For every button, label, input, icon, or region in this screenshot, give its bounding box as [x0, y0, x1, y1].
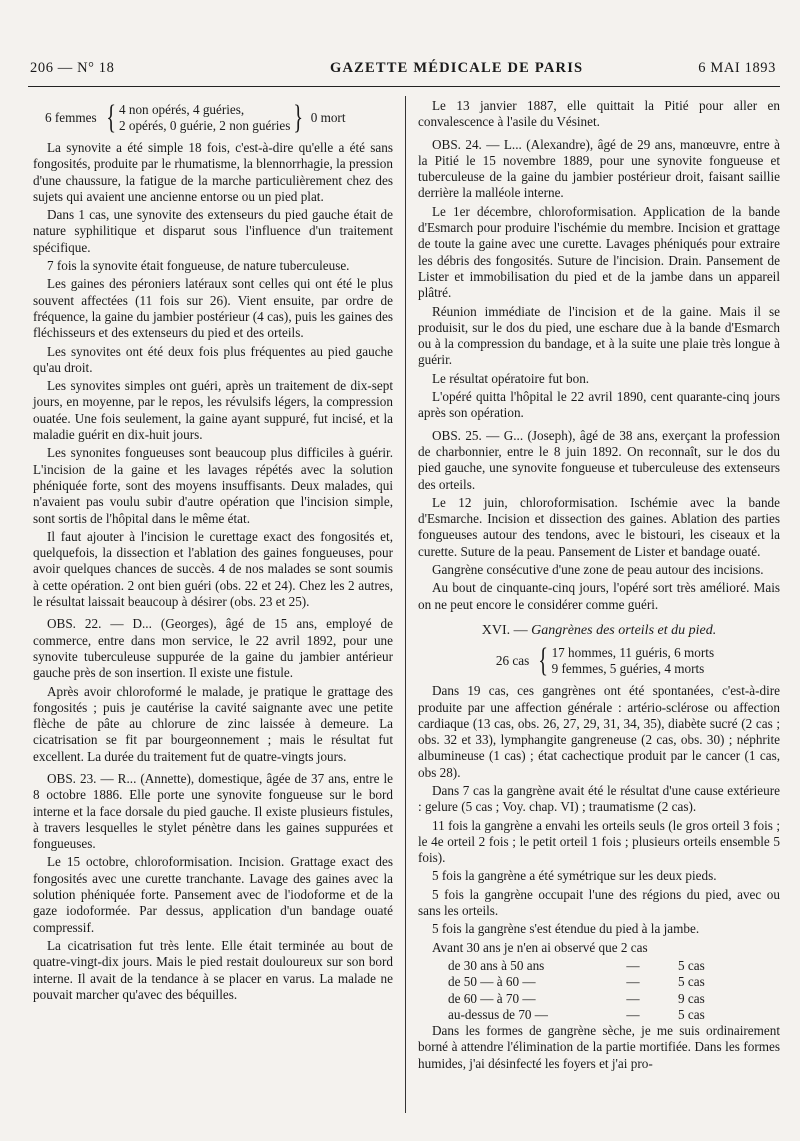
section-number: XVI. — — [481, 622, 528, 638]
paragraph: Le 12 juin, chloroformisation. Ischémie avec la bande d'Esmarche. Incision et dissection des gaines. Ablation des parties fongueuses autour des tendons, avec le bistouri, les ciseaux et la curette. Suture de la peau. Pansement de Lister et bandage ouaté. — [418, 494, 780, 559]
observation-24: OBS. 24. — L... (Alexandre), âgé de 29 ans, manœuvre, entre à la Pitié le 15 novembre 1889, pour une synovite fongueuse et tuberculeuse de la gaine du jambier postérieur droit, faisant saillie derrière la malléole interne. — [418, 136, 780, 201]
paragraph: Le résultat opératoire fut bon. — [432, 370, 590, 386]
case-count: 5 cas — [678, 974, 705, 990]
observation-25: OBS. 25. — G... (Joseph), âgé de 38 ans, exerçant la profession de charbonnier, entre le 8 juin 1892. On reconnaît, sur le dos du pied gauche, une synovite fongueuse et tuberculeuse des extenseurs des orteils. — [418, 427, 780, 492]
paragraph: Gangrène consécutive d'une zone de peau autour des incisions. — [432, 562, 764, 578]
page-number: 206 — N° 18 — [30, 60, 115, 76]
age-table — [448, 958, 780, 1023]
paragraph: Réunion immédiate de l'incision et de la gaine. Mais il se produisit, sur le dos du pied, une eschare due à la bande d'Esmarch ou à la compression du bandage, et à la suite une plaie très longue à guérir. — [418, 303, 780, 368]
paragraph: Les synovites ont été deux fois plus fréquentes au pied gauche qu'au droit. — [33, 343, 393, 375]
section-title: Gangrènes des orteils et du pied. — [531, 622, 717, 638]
paragraph: 7 fois la synovite était fongueuse, de nature tuberculeuse. — [47, 258, 350, 274]
left-column — [33, 98, 393, 1005]
brace-line: 4 non opérés, 4 guéries, — [118, 102, 245, 117]
observation-22: OBS. 22. — D... (Georges), âgé de 15 ans, employé de commerce, entre dans mon service, le 22 avril 1892, pour une synovite tuberculeuse suppurée de la gaine du jambier antérieur gauche près de son insertion. Il existe une fistule. — [33, 616, 393, 681]
paragraph: Après avoir chloroformé le malade, je pratique le grattage des fongosités ; puis je cautérise la cavité saignante avec une petite flèche de pâte au chlorure de zinc laissée à demeure. La cicatrisation se fit par bourgeonnement ; mais le résultat fut excellent. La durée du traitement fut de quatre-vingts jours. — [33, 683, 393, 764]
paragraph: Les synonites fongueuses sont beaucoup plus difficiles à guérir. L'incision de la gaine et les lavages répétés avec la solution phéniquée forte, sont des moyens insuffisants. Deux malades, qui n'avaient pas voulu subir d'autre opération que l'incision simple, sont sortis de l'hôpital dans le même état. — [33, 445, 393, 526]
brace-label: 26 cas — [495, 653, 530, 669]
case-count: 9 cas — [678, 990, 705, 1006]
paragraph: Dans 7 cas la gangrène avait été le résultat d'une cause extérieure : gelure (5 cas ; Voy. chap. VI) ; traumatisme (2 cas). — [418, 782, 780, 815]
column-divider — [405, 96, 406, 1113]
paragraph: La synovite a été simple 18 fois, c'est-à-dire qu'elle a été sans fongosités, produite par le rhumatisme, la blennorrhagie, la pression d'une chaussure, la fatigue de la marche particulièrement chez des sujets qui avaient une ancienne entorse ou un pied plat. — [33, 140, 393, 204]
header-rule — [28, 86, 780, 87]
age-range: de 30 ans à 50 ans — [448, 957, 545, 973]
section-heading — [418, 623, 780, 639]
case-count: 5 cas — [678, 957, 705, 973]
right-column — [418, 98, 780, 1074]
paragraph: 5 fois la gangrène a été symétrique sur les deux pieds. — [432, 868, 717, 884]
brace-line: 2 opérés, 0 guérie, 2 non guéries — [118, 118, 291, 133]
age-range: de 60 — à 70 — — [448, 990, 536, 1006]
dash: — — [626, 990, 640, 1006]
brace-label: 6 femmes — [45, 109, 97, 125]
case-count: 5 cas — [678, 1006, 705, 1022]
dash: — — [626, 1006, 640, 1022]
observation-23: OBS. 23. — R... (Annette), domestique, âgée de 37 ans, entre le 8 octobre 1886. Elle porte une synovite fongueuse sur le bord interne et la face dorsale du pied gauche. Il existe plusieurs fistules, à travers lesquelles le stylet pénètre dans les gaines suppurées et fongueuses. — [33, 770, 393, 852]
dash: — — [626, 974, 640, 990]
paragraph: Avant 30 ans je n'en ai observé que 2 cas — [432, 939, 648, 955]
paragraph: Le 13 janvier 1887, elle quittait la Pitié pour aller en convalescence à l'asile du Vésinet. — [418, 98, 780, 130]
paragraph: Les synovites simples ont guéri, après un traitement de dix-sept jours, en moyenne, par le repos, les révulsifs légers, la compression ouatée. Une fois seulement, la gaine ayant suppuré, fut incisé, et la maladie guérit en dix-huit jours. — [33, 378, 393, 443]
paragraph: 5 fois la gangrène s'est étendue du pied à la jambe. — [432, 921, 700, 937]
table-row — [448, 958, 780, 974]
table-row — [448, 1007, 780, 1023]
age-range: de 50 — à 60 — — [448, 974, 536, 990]
paragraph: 5 fois la gangrène occupait l'une des régions du pied, avec ou sans les orteils. — [418, 886, 780, 919]
paragraph: Les gaines des péroniers latéraux sont celles qui ont été le plus souvent affectées (11 fois sur 26). Vient ensuite, par ordre de fréquence, la gaine du jambier postérieur (4 cas), puis les gaines des fléchisseurs et des extenseurs du pied et des orteils. — [33, 276, 393, 341]
open-brace-icon: { — [105, 99, 116, 136]
paragraph: Il faut ajouter à l'incision le curettage exact des fongosités et, quelquefois, la dissection et l'ablation des gaines fongueuses, pour avoir quelques chances de succès. 4 de nos malades se sont soumis à cette opération. 2 ont bien guéri (obs. 22 et 24). Chez les 2 autres, le résultat laissait beaucoup à désirer (obs. 23 et 25). — [33, 528, 393, 610]
dash: — — [626, 957, 640, 973]
paragraph: Dans 1 cas, une synovite des extenseurs du pied gauche était de nature syphilitique et disparut sous l'influence d'un traitement spécifique. — [33, 207, 393, 255]
brace-line: 9 femmes, 5 guéries, 4 morts — [551, 661, 705, 677]
paragraph: Au bout de cinquante-cinq jours, l'opéré sort très amélioré. Mais on ne peut encore le considérer comme guéri. — [418, 580, 780, 612]
cases-summary — [418, 642, 780, 680]
close-brace-icon: } — [293, 99, 304, 136]
paragraph: Le 15 octobre, chloroformisation. Incision. Grattage exact des fongosités avec une curette tranchante. Lavage des gaines avec la solution phéniquée forte. Pansement avec de l'iodoforme et de la gaze iodoformée. Par dessus, application d'un bandage ouaté compressif. — [33, 854, 393, 935]
table-row — [448, 991, 780, 1007]
issue-date: 6 MAI 1893 — [698, 60, 776, 76]
paragraph: Dans les formes de gangrène sèche, je me suis ordinairement borné à attendre l'élimination de la partie mortifiée. Dans les formes humides, j'ai désinfecté les foyers et j'ai pro- — [418, 1023, 780, 1071]
page-header — [30, 60, 780, 86]
brace-tail: 0 mort — [310, 109, 346, 125]
paragraph: Le 1er décembre, chloroformisation. Application de la bande d'Esmarch pour produire l'ischémie du membre. Incision et grattage de toute la gaine avec une curette. Lavages phéniqués pour extraire les débris des fongosités. Suture de l'incision. Drain. Pansement de Lister et immobilisation du pied et de la jambe dans un appareil plâtré. — [418, 203, 780, 301]
journal-title: GAZETTE MÉDICALE DE PARIS — [330, 60, 584, 76]
age-range: au-dessus de 70 — — [448, 1006, 548, 1022]
paragraph: La cicatrisation fut très lente. Elle était terminée au bout de quatre-vingt-dix jours. Mais le pied restait douloureux sur son bord interne. Il avait de la tendance à se placer en varus. La malade ne pouvait marcher qu'avec des béquilles. — [33, 937, 393, 1002]
paragraph: L'opéré quitta l'hôpital le 22 avril 1890, cent quarante-cinq jours après son opération. — [418, 389, 780, 421]
brace-line: 17 hommes, 11 guéris, 6 morts — [551, 645, 715, 661]
table-row — [448, 974, 780, 990]
paragraph: 11 fois la gangrène a envahi les orteils seuls (le gros orteil 3 fois ; le 4e orteil 2 fois ; le petit orteil 1 fois ; plusieurs orteils ensemble 5 fois). — [418, 817, 780, 866]
paragraph: Dans 19 cas, ces gangrènes ont été spontanées, c'est-à-dire produite par une affection générale : artério-sclérose ou affection cardiaque (13 cas, obs. 26, 27, 29, 31, 34, 35), diabète sucré (2 cas ; obs. 32 et 33), lymphangite gangreneuse (2 cas, obs. 30) ; néphrite albumineuse (1 cas) ; état cachectique produit par le cancer (1 cas, obs 28). — [418, 683, 780, 780]
open-brace-icon: { — [538, 642, 549, 680]
women-summary — [33, 99, 393, 136]
